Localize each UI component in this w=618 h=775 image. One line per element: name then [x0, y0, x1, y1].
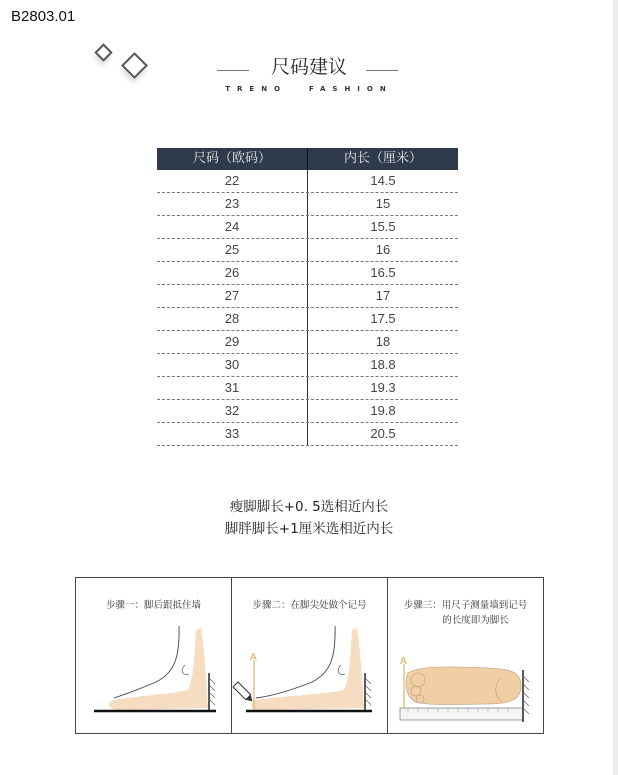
length-cell: 19.8	[370, 403, 396, 418]
length-cell: 18	[375, 334, 391, 349]
table-row	[157, 400, 458, 423]
size-cell: 29	[157, 331, 308, 353]
table-row	[157, 262, 458, 285]
step-2-title: 步骤二：在脚尖处做个记号	[252, 600, 367, 611]
table-row	[157, 193, 458, 216]
table-row	[157, 423, 458, 446]
table-row	[157, 377, 458, 400]
column-header-size: 尺码（欧码）	[157, 148, 308, 170]
subtitle-left: TRENO	[225, 85, 288, 93]
size-cell: 32	[157, 400, 308, 422]
step-3	[388, 578, 543, 733]
subtitle-right: FASHION	[309, 85, 393, 93]
table-row	[157, 331, 458, 354]
table-row	[157, 216, 458, 239]
svg-text:A: A	[400, 656, 407, 667]
size-cell: 24	[157, 216, 308, 238]
size-cell: 33	[157, 423, 308, 445]
note-thin-foot: 瘦脚脚长+0. 5选相近内长	[229, 499, 389, 515]
note-wide-foot: 脚胖脚长+1厘米选相近内长	[224, 521, 394, 537]
length-cell: 19.3	[370, 380, 396, 395]
length-cell: 15	[375, 196, 391, 211]
length-cell: 18.8	[370, 357, 396, 372]
svg-text:A: A	[250, 652, 257, 663]
length-cell: 20.5	[370, 426, 396, 441]
length-cell: 14.5	[370, 173, 396, 188]
product-code: B2803.01	[11, 8, 76, 25]
length-cell: 15.5	[370, 219, 396, 234]
table-row	[157, 170, 458, 193]
page-title: 尺码建议	[270, 56, 347, 78]
brand-subtitle	[0, 85, 618, 93]
size-cell: 28	[157, 308, 308, 330]
size-cell: 31	[157, 377, 308, 399]
table-row	[157, 354, 458, 377]
table-row	[157, 308, 458, 331]
size-cell: 27	[157, 285, 308, 307]
page-edge	[613, 0, 618, 775]
step-3-title-line1: 步骤三：用尺子测量墙到记号	[403, 600, 528, 611]
step-3-title	[388, 598, 543, 628]
step-3-title-line2: 的长度即为脚长	[442, 615, 509, 626]
title-divider-right	[366, 70, 398, 71]
length-cell: 16	[375, 242, 391, 257]
step-2	[232, 578, 388, 733]
measurement-steps	[75, 577, 544, 734]
length-cell: 16.5	[370, 265, 396, 280]
table-row	[157, 285, 458, 308]
table-header	[157, 148, 458, 170]
step-1	[76, 578, 232, 733]
length-cell: 17.5	[370, 311, 396, 326]
size-table	[157, 148, 458, 446]
table-row	[157, 239, 458, 262]
size-cell: 25	[157, 239, 308, 261]
length-cell: 17	[375, 288, 391, 303]
fit-notes	[0, 496, 618, 540]
size-cell: 23	[157, 193, 308, 215]
size-cell: 22	[157, 170, 308, 192]
column-header-length: 内长（厘米）	[343, 151, 422, 166]
step-1-title: 步骤一：脚后跟抵住墙	[105, 600, 201, 611]
size-cell: 30	[157, 354, 308, 376]
size-cell: 26	[157, 262, 308, 284]
